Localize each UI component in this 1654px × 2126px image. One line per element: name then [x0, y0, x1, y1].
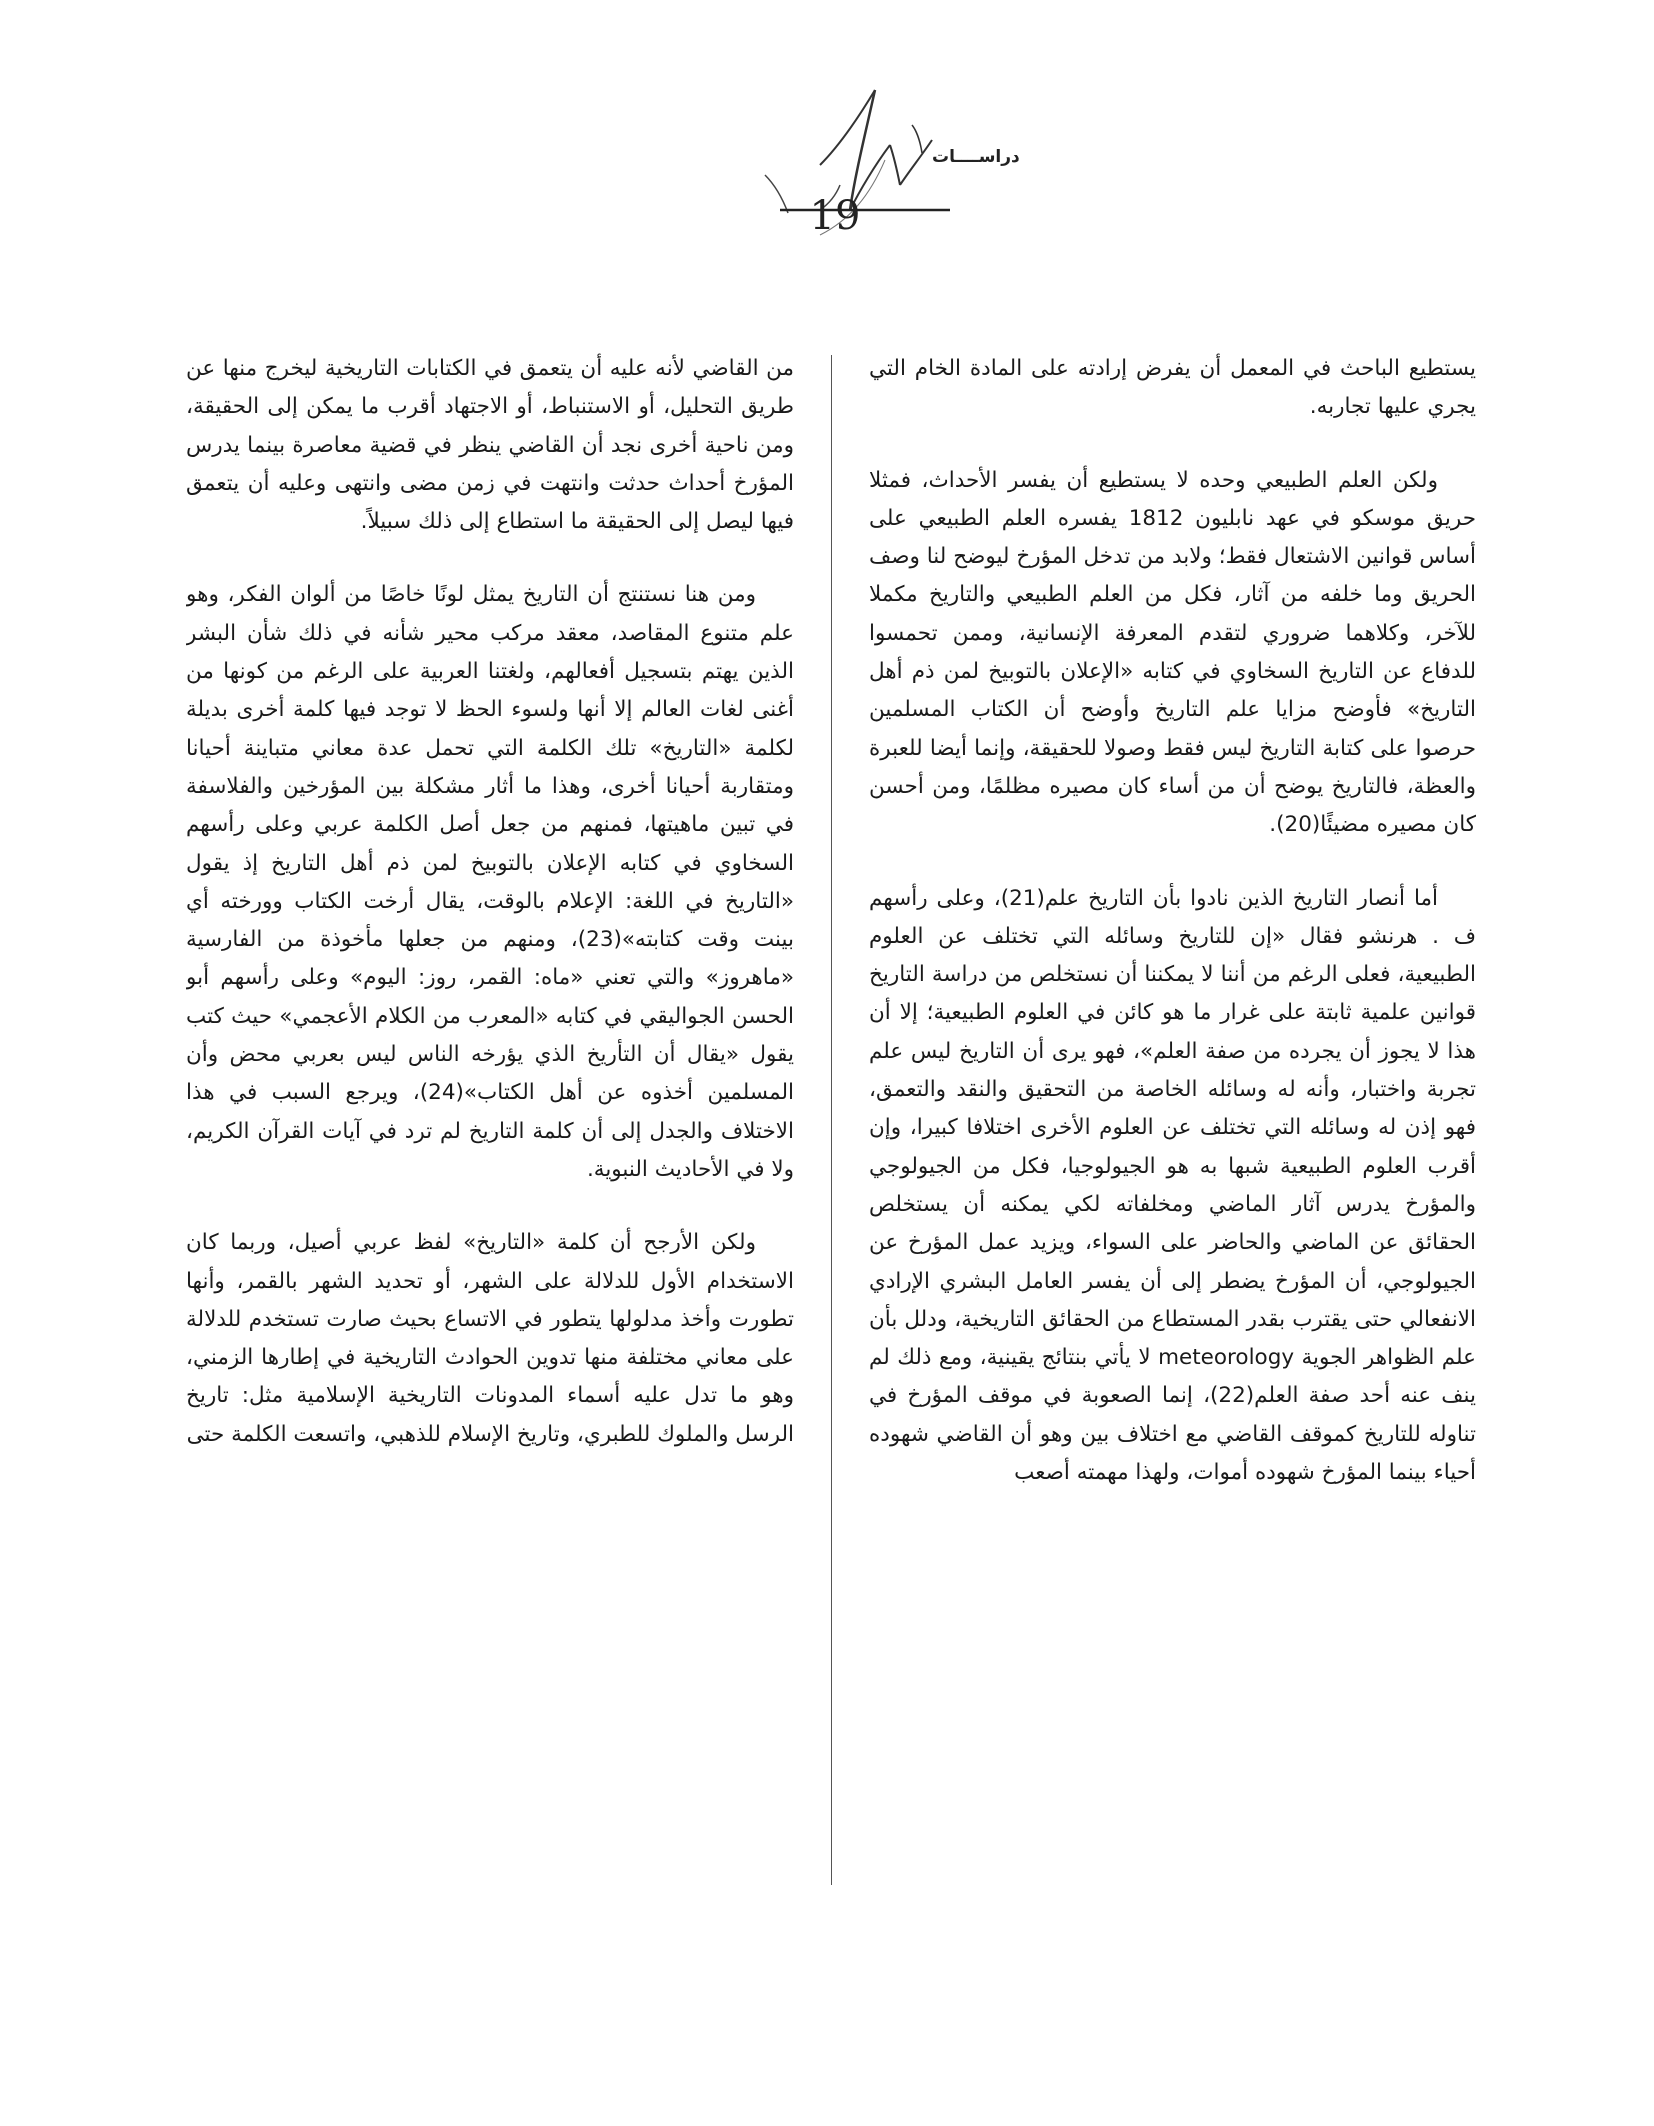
magazine-logo-icon — [660, 85, 1140, 250]
paragraph: ولكن العلم الطبيعي وحده لا يستطيع أن يفسر الأحداث، فمثلا حريق موسكو في عهد نابليون 1812 يفسره العلم الطبيعي على أساس قوانين الاشتعال فقط؛ ولابد من تدخل المؤرخ ليوضح لنا وصف الحريق وما خلفه من آثار، فكل من العلم الطبيعي والتاريخ مكملا للآخر، وكلاهما ضروري لتقدم المعرفة الإنسانية، وممن تحمسوا للدفاع عن التاريخ السخاوي في كتابه «الإعلان بالتوبيخ لمن ذم أهل التاريخ» فأوضح مزايا علم التاريخ وأوضح أن الكتاب المسلمين حرصوا على كتابة التاريخ ليس فقط وصولا للحقيقة، وإنما أيضا للعبرة والعظة، فالتاريخ يوضح أن من أساء كان مصيره مظلمًا، ومن أحسن كان مصيره مضيئًا(20). — [869, 467, 1476, 838]
paragraph: أما أنصار التاريخ الذين نادوا بأن التاريخ علم(21)، وعلى رأسهم ف . هرنشو فقال «إن للتاريخ وسائله التي تختلف عن العلوم الطبيعية، فعلى الرغم من أننا لا يمكننا أن نستخلص من دراسة التاريخ قوانين علمية ثابتة على غرار ما هو كائن في العلوم الطبيعية؛ إلا أن هذا لا يجوز أن يجرده من صفة العلم»، فهو يرى أن التاريخ ليس علم تجربة واختبار، وأنه له وسائله الخاصة من التحقيق والنقد والتعمق، فهو إذن له وسائله التي تختلف عن العلوم الأخرى اختلافا كبيرا، وإن أقرب العلوم الطبيعية شبها به هو الجيولوجيا، فكل من الجيولوجي والمؤرخ يدرس آثار الماضي ومخلفاته لكي يمكنه أن يستخلص الحقائق عن الماضي والحاضر على السواء، ويزيد عمل المؤرخ عن الجيولوجي، أن المؤرخ يضطر إلى أن يفسر العامل البشري الإرادي الانفعالي حتى يقترب بقدر المستطاع من الحقائق التاريخية، ودلل بأن علم الظواهر الجوية meteorology لا يأتي بنتائج يقينية، ومع ذلك لم ينف عنه أحد صفة العلم(22)، إنما الصعوبة في موقف المؤرخ في تناوله للتاريخ كموقف القاضي مع اختلاف بين وهو أن القاضي شهوده أحياء بينما المؤرخ شهوده أموات، ولهذا مهمته أصعب — [869, 885, 1476, 1486]
paragraph: يستطيع الباحث في المعمل أن يفرض إرادته على المادة الخام التي يجري عليها تجاربه. — [869, 356, 1476, 420]
column-divider — [831, 355, 832, 1885]
section-label: دراســــات — [932, 147, 1020, 167]
paragraph: ومن هنا نستنتج أن التاريخ يمثل لونًا خاصًا من ألوان الفكر، وهو علم متنوع المقاصد، معقد مركب محير شأنه في ذلك شأن البشر الذين يهتم بتسجيل أفعالهم، ولغتنا العربية على الرغم من كونها من أغنى لغات العالم إلا أنها ولسوء الحظ لا توجد فيها كلمة أخرى بديلة لكلمة «التاريخ» تلك الكلمة التي تحمل عدة معاني متباينة أحيانا ومتقاربة أحيانا أخرى، وهذا ما أثار مشكلة بين المؤرخين والفلاسفة في تبين ماهيتها، فمنهم من جعل أصل الكلمة عربي وعلى رأسهم السخاوي في كتابه الإعلان بالتوبيخ لمن ذم أهل التاريخ إذ يقول «التاريخ في اللغة: الإعلام بالوقت، يقال أرخت الكتاب وورخته أي بينت وقت كتابته»(23)، ومنهم من جعلها مأخوذة من الفارسية «ماهروز» والتي تعني «ماه: القمر، روز: اليوم» وعلى رأسهم أبو الحسن الجواليقي في كتابه «المعرب من الكلام الأعجمي» حيث كتب يقول «يقال أن التأريخ الذي يؤرخه الناس ليس بعربي محض وأن المسلمين أخذوه عن أهل الكتاب»(24)، ويرجع السبب في هذا الاختلاف والجدل إلى أن كلمة التاريخ لم ترد في آيات القرآن الكريم، ولا في الأحاديث النبوية. — [186, 582, 794, 1182]
left-text-column — [186, 350, 794, 1890]
page-header — [660, 85, 1140, 250]
page-number: 19 — [809, 193, 861, 239]
right-text-column — [869, 350, 1476, 1890]
paragraph: ولكن الأرجح أن كلمة «التاريخ» لفظ عربي أصيل، وربما كان الاستخدام الأول للدلالة على الشهر، أو تحديد الشهر بالقمر، وأنها تطورت وأخذ مدلولها يتطور في الاتساع بحيث صارت تستخدم للدلالة على معاني مختلفة منها تدوين الحوادث التاريخية في إطارها الزمني، وهو ما تدل عليه أسماء المدونات التاريخية الإسلامية مثل: تاريخ الرسل والملوك للطبري، وتاريخ الإسلام للذهبي، واتسعت الكلمة حتى — [186, 1230, 794, 1447]
paragraph: من القاضي لأنه عليه أن يتعمق في الكتابات التاريخية ليخرج منها عن طريق التحليل، أو الاستنباط، أو الاجتهاد أقرب ما يمكن إلى الحقيقة، ومن ناحية أخرى نجد أن القاضي ينظر في قضية معاصرة بينما يدرس المؤرخ أحداث حدثت وانتهت في زمن مضى وانتهى وعليه أن يتعمق فيها ليصل إلى الحقيقة ما استطاع إلى ذلك سبيلاً. — [186, 356, 794, 535]
